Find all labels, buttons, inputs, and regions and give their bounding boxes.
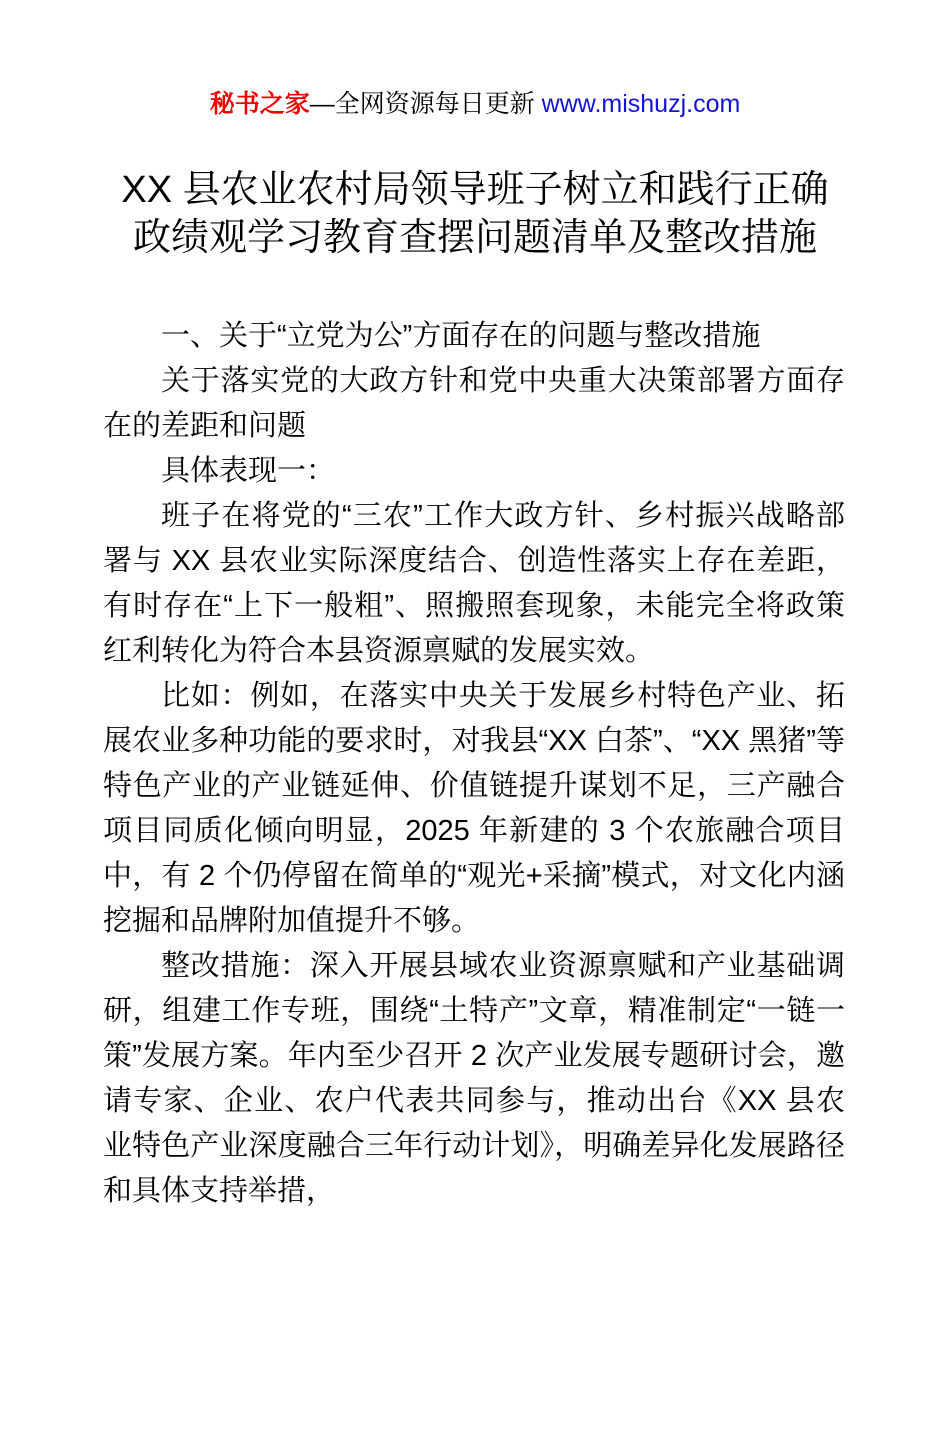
paragraph-example: 比如：例如，在落实中央关于发展乡村特色产业、拓展农业多种功能的要求时，对我县“XX 白茶”、“XX 黑猪”等特色产业的产业链延伸、价值链提升谋划不足，三产融合项目同质化倾向明显，2025 年新建的 3 个农旅融合项目中，有 2 个仍停留在简单的“观光+采摘”模式，对文化内涵挖掘和品牌附加值提升不够。 [103,680,845,937]
title-line-2: 政绩观学习教育查摆问题清单及整改措施 [132,217,817,259]
paragraph-problem-detail: 班子在将党的“三农”工作大政方针、乡村振兴战略部署与 XX 县农业实际深度结合、创造性落实上存在差距，有时存在“上下一般粗”、照搬照套现象，未能完全将政策红利转化为符合本县资源禀赋的发展实效。 [103,500,845,667]
title-line-1: XX 县农业农村局领导班子树立和践行正确 [121,169,829,211]
document-body [103,314,845,1214]
paragraph-manifestation-label: 具体表现一： [161,455,336,487]
paragraph-rectification-measures: 整改措施：深入开展县域农业资源禀赋和产业基础调研，组建工作专班，围绕“土特产”文章，精准制定“一链一策”发展方案。年内至少召开 2 次产业发展专题研讨会，邀请专家、企业、农户代表共同参与，推动出台《XX 县农业特色产业深度融合三年行动计划》，明确差异化发展路径和具体支持举措， [103,950,845,1207]
section-heading: 一、关于“立党为公”方面存在的问题与整改措施 [161,320,761,352]
header-url-link[interactable]: www.mishuzj.com [541,90,741,118]
page-header [0,88,950,120]
document-page [0,88,950,1432]
header-tagline: —全网资源每日更新 [309,90,542,118]
brand-text: 秘书之家 [209,90,310,118]
paragraph-problem-summary: 关于落实党的大政方针和党中央重大决策部署方面存在的差距和问题 [103,365,845,442]
document-title [100,166,850,262]
